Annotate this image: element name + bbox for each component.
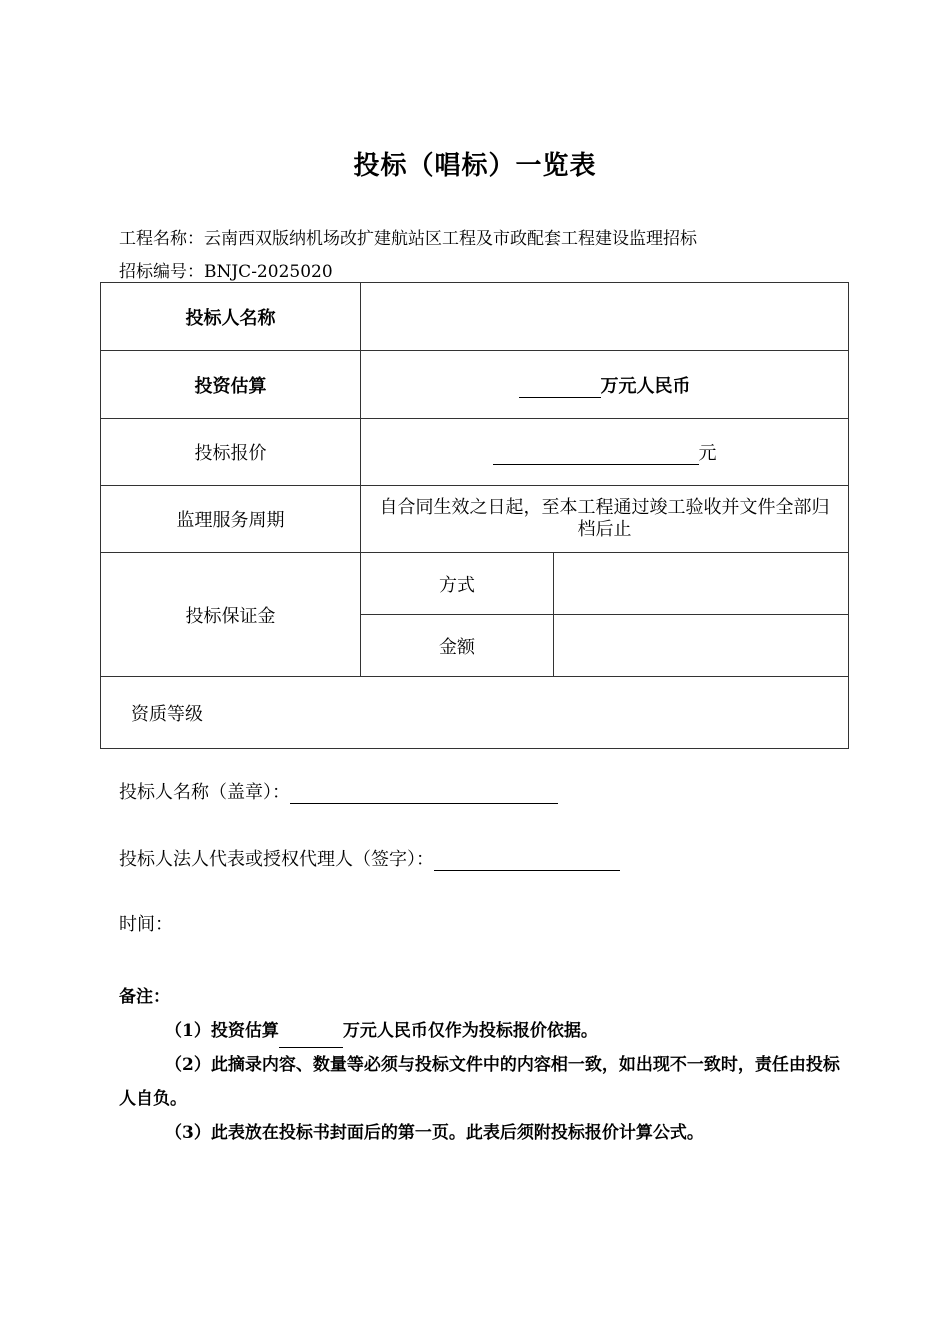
table-row-bidder-name	[101, 283, 849, 351]
note-1-suffix: 万元人民币仅作为投标报价依据。	[342, 1021, 598, 1041]
table-row-bid-price	[101, 419, 849, 486]
investment-blank[interactable]	[519, 377, 601, 398]
deposit-amount-label: 金额	[361, 615, 554, 677]
service-period-value: 自合同生效之日起，至本工程通过竣工验收并文件全部归档后止	[379, 497, 830, 540]
deposit-label: 投标保证金	[101, 553, 361, 677]
project-name: 工程名称：云南西双版纳机场改扩建航站区工程及市政配套工程建设监理招标	[119, 229, 697, 249]
bid-price-label: 投标报价	[101, 419, 361, 486]
bid-price-field[interactable]	[361, 419, 849, 486]
bidder-seal-line	[119, 778, 558, 804]
bidder-seal-blank[interactable]	[290, 785, 558, 804]
table-row-qualification	[101, 677, 849, 749]
deposit-amount-field[interactable]	[554, 615, 849, 677]
note-1-prefix: （1）投资估算	[165, 1021, 279, 1041]
deposit-method-label: 方式	[361, 553, 554, 615]
legal-rep-label: 投标人法人代表或授权代理人（签字）：	[119, 849, 434, 870]
table-row-deposit-method	[101, 553, 849, 615]
table-row-investment	[101, 351, 849, 419]
note-1	[119, 1014, 852, 1048]
note-1-blank	[279, 1029, 343, 1048]
bidder-name-field[interactable]	[361, 283, 849, 351]
service-period-label: 监理服务周期	[101, 486, 361, 553]
service-period-cell	[361, 486, 849, 553]
bid-price-blank[interactable]	[493, 444, 699, 465]
investment-unit: 万元人民币	[600, 375, 691, 397]
tender-code: 招标编号：BNJC-2025020	[119, 262, 333, 282]
deposit-method-field[interactable]	[554, 553, 849, 615]
bidder-seal-label: 投标人名称（盖章）：	[119, 782, 290, 803]
legal-rep-line	[119, 845, 620, 871]
notes-heading: 备注：	[119, 987, 170, 1007]
legal-rep-blank[interactable]	[434, 852, 620, 871]
note-2: （2）此摘录内容、数量等必须与投标文件中的内容相一致，如出现不一致时，责任由投标人自负。	[119, 1055, 840, 1109]
bidder-name-label: 投标人名称	[101, 283, 361, 351]
investment-field[interactable]	[361, 351, 849, 419]
investment-label: 投资估算	[101, 351, 361, 419]
time-label: 时间：	[119, 914, 173, 935]
time-line	[119, 910, 173, 936]
table-row-service-period	[101, 486, 849, 553]
bid-summary-table	[100, 282, 849, 749]
notes-section	[119, 980, 852, 1150]
qualification-field[interactable]: 资质等级	[101, 677, 849, 749]
page-title: 投标（唱标）一览表	[353, 151, 597, 181]
note-3: （3）此表放在投标书封面后的第一页。此表后须附投标报价计算公式。	[165, 1123, 704, 1143]
bid-price-unit: 元	[698, 443, 717, 464]
